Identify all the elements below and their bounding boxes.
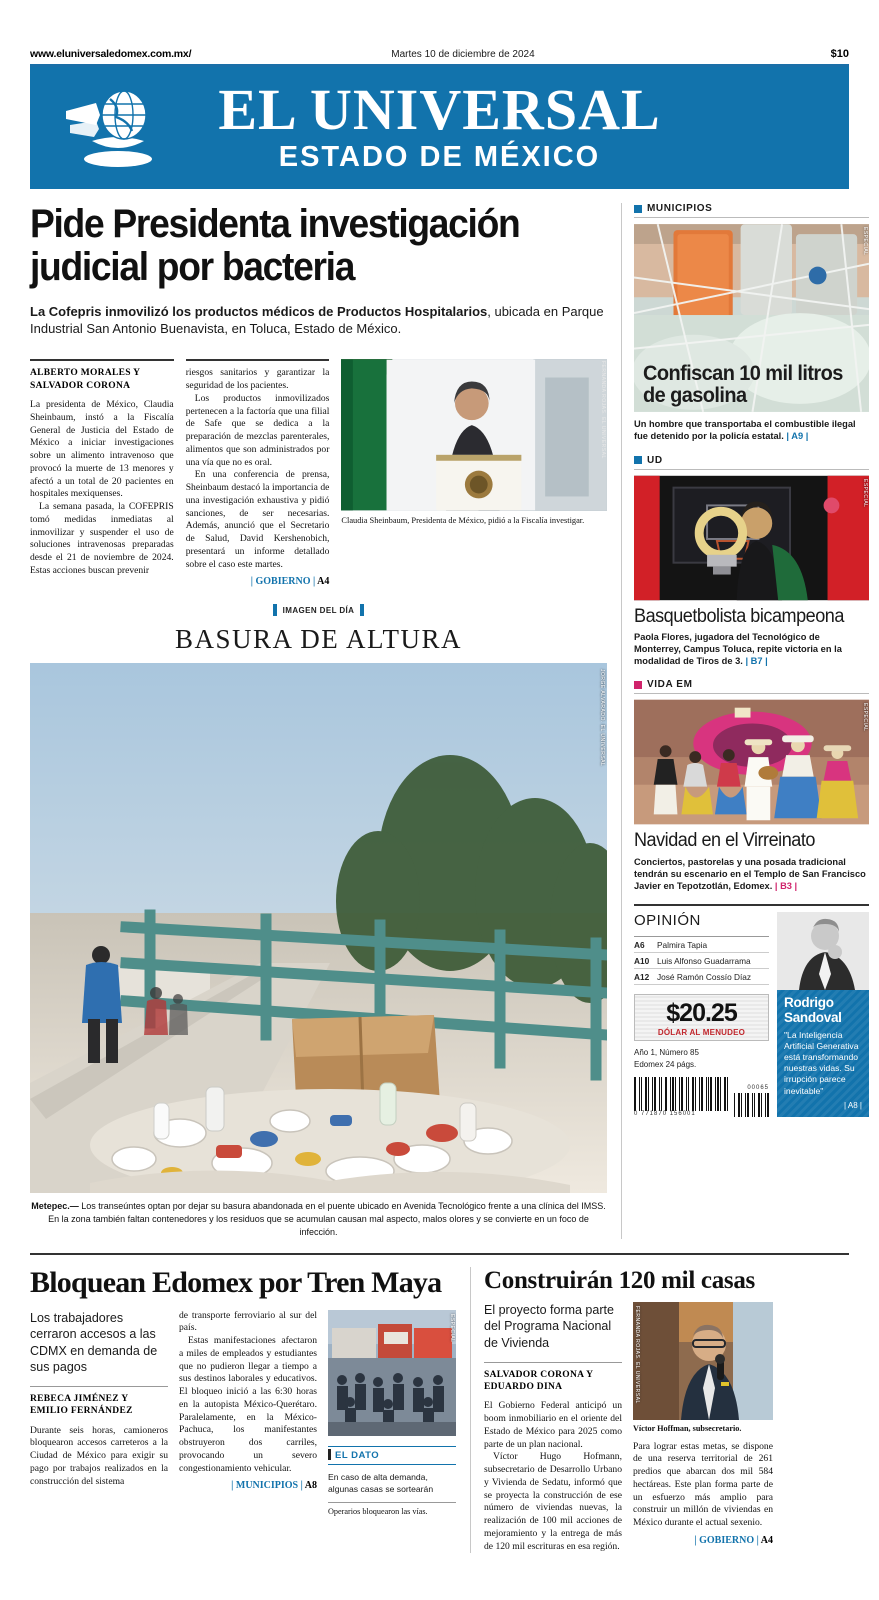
vida-em-headline[interactable]: Navidad en el Virreinato [634,830,815,852]
kicker-square-icon [634,456,642,464]
barcode-block [634,1077,769,1117]
vida-em-page[interactable]: | B3 | [774,881,798,892]
lead-column-1 [30,359,174,587]
paragraph: riesgos sanitarios y garantizar la seguridad de los pacientes. [185,367,330,392]
bottom-left-section-ref[interactable]: | MUNICIPIOS | A8 [231,1480,317,1492]
bottom-right-photo [633,1302,773,1420]
gasolina-headline[interactable]: Confiscan 10 mil litros de gasolina [643,362,843,408]
columnist-card[interactable] [777,990,869,1116]
bottom-left-headline[interactable]: Bloquean Edomex por Tren Maya [30,1265,442,1299]
dollar-amount: $20.25 [666,999,737,1028]
lead-section-ref[interactable]: | GOBIERNO | A4 [250,576,330,588]
bottom-right-photo-caption: Víctor Hoffman, subsecretario. [633,1423,742,1433]
cover-price: $10 [830,48,849,60]
bottom-left-columns [30,1310,456,1516]
bottom-left-photo-block [328,1310,456,1516]
page-number: A8 [304,1480,317,1492]
opinion-author: José Ramón Cossío Díaz [657,971,752,982]
image-of-the-day-kicker: IMAGEN DEL DÍA [273,604,365,616]
paragraph: Víctor Hugo Hofmann, subsecretario de Desarrollo Urbano y Vivienda de Sedatu, informó que se proyecta la construcción de ese número de viviendas nuevas, la realización de 100 mil acciones de mejoramiento y la entrega de más de 120 mil escrituras en esa región. [484,1451,622,1552]
bottom-right-byline: SALVADOR CORONA Y EDUARDO DINA [484,1369,593,1392]
rail-item-gasolina[interactable] [634,203,869,443]
summary-text: Un hombre que transportaba el combustible ilegal fue detenido por la policía estatal. [634,419,856,442]
photo-illustration-sheinbaum [341,359,607,511]
gasolina-page[interactable]: | A9 | [786,431,809,442]
list-item[interactable] [634,953,769,969]
dollar-label: DÓLAR AL MENUDEO [657,1028,746,1038]
lead-photo-caption: Claudia Sheinbaum, Presidenta de México, pidió a la Fiscalía investigar. [341,516,585,526]
lead-text-col1 [30,399,174,578]
bottom-right-photo-credit: FERNANDA ROJAS. EL UNIVERSAL [634,1305,640,1404]
gasolina-summary [634,418,869,443]
paragraph: Los productos inmovilizados pertenecen a la factoría que una filial de Safe que se dedica a la preparación de mezclas parenterales, alimentos que son administrados por una vía que no es oral. [185,392,330,468]
bottom-left-article [30,1267,456,1554]
lead-deck-rest: , ubicada en Parque Industrial San Antonio Buenavista, en Toluca, Estado de México. [30,303,604,336]
masthead-subtitle: ESTADO DE MÉXICO [278,141,601,174]
lead-column-2 [186,359,330,587]
lead-photo-block [341,359,607,587]
bottom-left-col-1 [30,1310,168,1516]
bottom-left-photo-credit: ESPECIAL [449,1313,455,1342]
gasolina-photo [634,223,869,413]
paragraph: Estas manifestaciones afectaron a miles de empleados y estudiantes que no pudieron llegar a tiempo a sus destinos laborales y educativos. El bloqueo inició a las 6:30 horas en la autopista México-Querétaro. Paralelamente, en la México-Pachuca, los manifestantes obstruyeron dos carriles, provocando un severo congestionamiento vehicular. [179,1335,317,1474]
page-number: A4 [317,576,330,588]
image-of-the-day-block [30,603,607,1238]
lead-byline: ALBERTO MORALES Y SALVADOR CORONA [30,368,140,391]
barcode-number: 00065 [747,1084,769,1091]
kicker-label: MUNICIPIOS [647,203,713,214]
photo-illustration-subsecretario [633,1302,773,1420]
el-dato-box [328,1446,456,1503]
bottom-right-col-1 [484,1302,622,1554]
lead-photo [341,359,607,511]
masthead-title: EL UNIVERSAL [218,76,661,142]
basquetbol-headline[interactable]: Basquetbolista bicampeona [634,605,844,627]
bottom-right-col-2 [633,1302,773,1554]
issue-line-1: Año 1, Número 85 [634,1048,699,1058]
photo-illustration-basketball-champion [634,475,869,601]
opinion-columnist[interactable] [777,912,869,1116]
summary-text: Paola Flores, jugadora del Tecnológico de Monterrey, Campus Toluca, repite victoria en la modalidad de Tiros de 3. [634,631,842,667]
section-name: GOBIERNO [699,1534,755,1546]
opinion-page: A12 [634,971,650,982]
bottom-left-photo [328,1310,456,1436]
lead-headline[interactable]: Pide Presidenta investigación judicial por bacteria [30,202,520,289]
paragraph: Para lograr estas metas, se dispone de una reserva territorial de 261 predios que abarcan dos mil 584 hectáreas. Este plan forma parte de un esfuerzo más amplio para construir un millón de viviendas en México durante el actual sexenio. [633,1440,773,1529]
gasolina-photo-credit: ESPECIAL [862,227,868,256]
issue-info [634,1047,769,1070]
opinion-left [634,912,769,1116]
main-content-grid [30,202,868,1239]
barcode-bars-icon [634,1077,728,1111]
bottom-right-headline[interactable]: Construirán 120 mil casas [484,1266,755,1294]
top-bar [30,0,849,67]
image-of-the-day-photo [30,663,607,1193]
el-dato-label: EL DATO [328,1446,456,1465]
paragraph: La presidenta de México, Claudia Sheinbaum, instó a la Fiscalía General de Justicia del Estado de México a iniciar investigaciones sobre un alimento intravenoso que provocó la muerte de 13 menores y afectó a un total de 20 pacientes en hospitales mexiquenses. [30,399,174,500]
bottom-left-col-2 [179,1310,317,1516]
columnist-quote: "La Inteligencia Artificial Generativa está transformando nuestras vidas. Su irrupción parece inevitable" [784,1029,859,1096]
columnist-photo [777,912,869,990]
publication-date: Martes 10 de diciembre de 2024 [391,49,535,60]
paragraph: La semana pasada, la COFEPRIS tomó medidas inmediatas al inmovilizar y suspender el uso de soluciones intravenosas preparadas desde el 21 de noviembre de 2024. Estas acciones buscan prevenir [30,501,174,576]
basquetbol-summary [634,631,869,668]
lead-body [30,359,607,587]
image-of-the-day-title: BASURA DE ALTURA [174,624,463,655]
paragraph: En una conferencia de prensa, Sheinbaum destacó la importancia de una investigación exhaustiva y pidió sanciones, de ser necesarias. Además, anunció que el Secretario de Salud, David Kershenobich, presentará un informe detallado sobre el caso este martes. [185,469,330,570]
bottom-right-section-ref[interactable]: | GOBIERNO | A4 [694,1534,773,1546]
barcode-digits: 0 771870 156001 [634,1110,696,1117]
list-item[interactable] [634,937,769,953]
section-name: GOBIERNO [255,576,311,588]
kicker-municipios[interactable] [634,203,869,218]
photo-illustration-columnist-portrait [777,912,869,990]
vida-em-photo-credit: ESPECIAL [862,703,868,732]
bottom-left-text-1 [30,1425,168,1489]
basquetbol-photo-credit: ESPECIAL [862,478,868,507]
caption-place: Metepec.— [31,1201,79,1212]
kicker-square-icon [634,205,642,213]
opinion-page: A10 [634,955,650,966]
bottom-right-text-1 [484,1400,622,1553]
opinion-list [634,936,769,985]
photo-illustration-garbage-bridge [30,663,607,1193]
bottom-right-columns [484,1302,849,1554]
basquetbol-photo [634,475,869,601]
photo-illustration-christmas-dancers [634,699,869,825]
lead-text-col2 [186,367,330,571]
left-column [30,203,607,1239]
barcode-bars-small-icon [734,1093,769,1117]
rail-item-basquetbol[interactable] [634,455,869,668]
summary-text: Conciertos, pastorelas y una posada tradicional tendrán su escenario en el Templo de San Francisco Javier en Tepotzotlán, Edomex. [634,856,866,892]
kicker-vida-em[interactable] [634,679,869,694]
paragraph: El Gobierno Federal anticipó un boom inmobiliario en el oriente del Estado de México para 2025 como parte de un plan nacional. [484,1400,622,1450]
list-item[interactable] [634,969,769,985]
opinion-title: OPINIÓN [634,912,701,930]
photo-illustration-blockade [328,1310,456,1436]
opinion-author: Palmira Tapia [657,939,708,950]
rail-item-vida-em[interactable] [634,679,869,892]
bottom-left-byline-wrap [30,1386,168,1488]
page-number: A4 [760,1534,773,1546]
lead-deck-bold: La Cofepris inmovilizó los productos médicos de Productos Hospitalarios [30,303,488,319]
kicker-square-icon [634,681,642,689]
dollar-rate-box [634,994,769,1041]
bottom-right-text-2 [633,1441,773,1530]
paragraph: Durante seis horas, camioneros bloquearon accesos carreteros a la Ciudad de México para exigir su pago por trabajos realizados en la construcción del sistema [30,1424,168,1487]
paragraph: de transporte ferroviario al sur del país. [179,1309,317,1334]
kicker-label: UD [647,454,663,466]
image-of-the-day-caption [30,1200,607,1238]
issue-line-2: Edomex 24 págs. [634,1059,697,1069]
caption-text: Los transeúntes optan por dejar su basura abandonada en el puente ubicado en Avenida Tecnológico frente a una clínica del IMSS. En la zona también faltan contenedores y los residuos que se acumulan causan mal aspecto, malos olores y se convierte en un foco de infección. [48,1201,606,1237]
image-of-the-day-credit: JORGE ALVARADO. EL UNIVERSAL [599,669,605,767]
el-dato-text: En caso de alta demanda, algunas casas se sortearán [328,1471,456,1503]
kicker-ud[interactable] [634,455,869,470]
masthead [30,67,849,189]
bottom-left-byline: REBECA JIMÉNEZ Y EMILIO FERNÁNDEZ [30,1394,133,1417]
opinion-page: A6 [634,939,645,950]
kicker-label: VIDA EM [647,679,693,691]
vida-em-summary [634,856,869,893]
columnist-name: Rodrigo Sandoval [784,995,842,1025]
bottom-right-byline-wrap [484,1362,622,1554]
bottom-section [30,1253,849,1554]
bottom-left-text-2 [179,1310,317,1476]
opinion-author: Luis Alfonso Guadarrama [657,955,751,966]
eagle-globe-icon [66,85,170,171]
photo-credit: FERNANDA ROJAS. EL UNIVERSAL [600,361,606,460]
bottom-right-article [470,1267,849,1554]
right-rail [621,203,869,1239]
section-name: MUNICIPIOS [235,1480,299,1492]
website-url[interactable]: www.eluniversaledomex.com.mx/ [30,48,192,60]
opinion-block [634,904,869,1116]
bottom-right-deck: El proyecto forma parte del Programa Nacional de Vivienda [484,1302,614,1350]
lead-deck [30,303,607,348]
bottom-left-photo-caption: Operarios bloquearon las vías. [328,1506,428,1516]
bottom-left-deck: Los trabajadores cerraron accesos a las CDMX en demanda de sus pagos [30,1310,158,1375]
vida-em-photo [634,699,869,825]
columnist-page[interactable]: | A8 | [844,1100,862,1110]
basquetbol-page[interactable]: | B7 | [745,656,768,667]
